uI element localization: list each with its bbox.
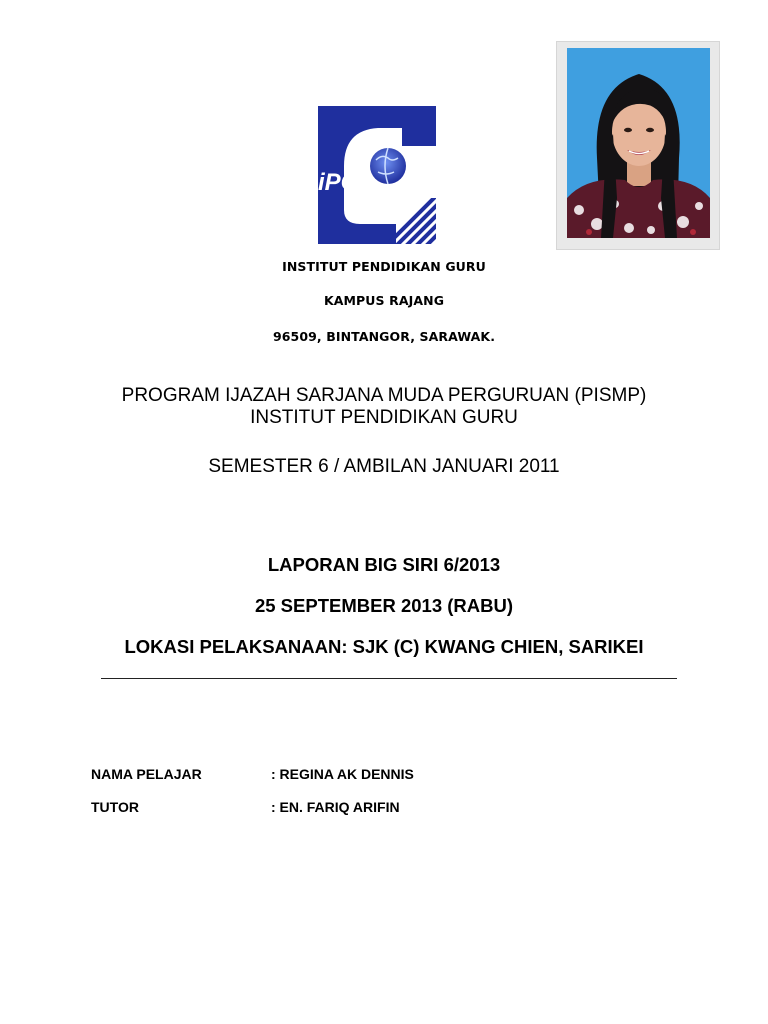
institution-name: INSTITUT PENDIDIKAN GURU xyxy=(282,259,486,274)
campus-name: KAMPUS RAJANG xyxy=(323,293,445,308)
divider xyxy=(101,678,677,679)
student-name-label: NAMA PELAJAR xyxy=(91,766,202,782)
svg-text:iPG: iPG xyxy=(318,169,360,196)
tutor-label: TUTOR xyxy=(91,799,139,815)
report-date: 25 SEPTEMBER 2013 (RABU) xyxy=(254,595,514,616)
program-institute: INSTITUT PENDIDIKAN GURU xyxy=(250,407,518,428)
campus-address: 96509, BINTANGOR, SARAWAK. xyxy=(272,329,496,344)
student-photo xyxy=(556,41,720,250)
tutor-value: : EN. FARIQ ARIFIN xyxy=(271,799,400,815)
ipg-logo xyxy=(318,106,436,244)
report-location: LOKASI PELAKSANAAN: SJK (C) KWANG CHIEN, SARIKEI xyxy=(124,636,644,657)
student-photo-image xyxy=(567,48,710,238)
program-title: PROGRAM IJAZAH SARJANA MUDA PERGURUAN (PISMP) xyxy=(121,385,647,406)
semester-line: SEMESTER 6 / AMBILAN JANUARI 2011 xyxy=(208,456,560,477)
report-title: LAPORAN BIG SIRI 6/2013 xyxy=(267,554,501,575)
student-name-value: : REGINA AK DENNIS xyxy=(271,766,414,782)
